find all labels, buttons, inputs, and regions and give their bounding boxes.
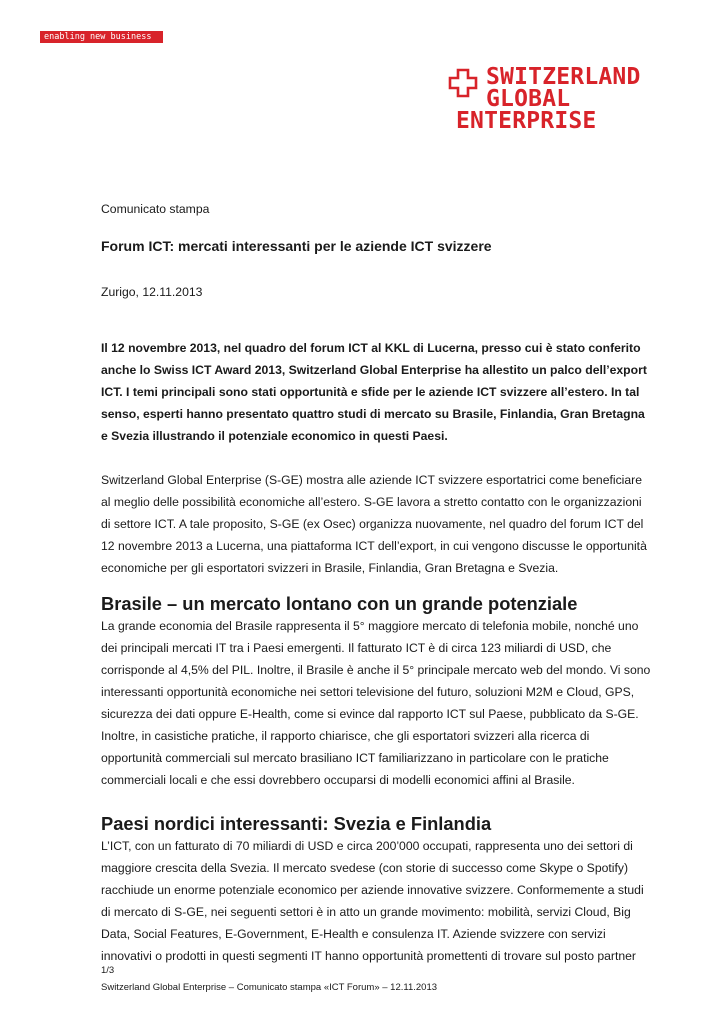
section-heading-brasile: Brasile – un mercato lontano con un grande potenziale — [101, 593, 578, 614]
tagline-banner — [40, 31, 163, 43]
page-number: 1/3 — [101, 965, 115, 976]
intro-paragraph: Switzerland Global Enterprise (S-GE) mostra alle aziende ICT svizzere esportatrici come beneficiare al meglio delle possibilità economiche all’estero. S-GE lavora a stretto contatto con le organizzazioni di settore ICT. A tale proposito, S-GE (ex Osec) organizza nuovamente, nel quadro del forum ICT del 12 novembre 2013 a Lucerna, una piattaforma ICT dell’export, in cui vengono discusse le opportunità economiche per gli esportatori svizzeri in Brasile, Finlandia, Gran Bretagna e Svezia. — [101, 473, 647, 575]
logo-line-2: GLOBAL — [486, 86, 571, 112]
tagline-text: enabling new business — [44, 32, 152, 42]
page-title: Forum ICT: mercati interessanti per le aziende ICT svizzere — [101, 238, 492, 254]
document-body — [101, 198, 661, 967]
section-heading-nordici: Paesi nordici interessanti: Svezia e Finlandia — [101, 813, 492, 834]
logo-wordmark — [456, 66, 641, 132]
page-footer — [101, 962, 437, 996]
company-logo — [448, 66, 668, 132]
document-type: Comunicato stampa — [101, 202, 210, 216]
lead-paragraph: Il 12 novembre 2013, nel quadro del forum ICT al KKL di Lucerna, presso cui è stato conferito anche lo Swiss ICT Award 2013, Switzerland Global Enterprise ha allestito un palco dell’export ICT. I temi principali sono stati opportunità e sfide per le aziende ICT svizzere all’estero. In tal senso, esperti hanno presentato quattro studi di mercato su Brasile, Finlandia, Gran Bretagna e Svezia illustrando il potenziale economico in questi Paesi. — [101, 341, 647, 443]
footer-text: Switzerland Global Enterprise – Comunicato stampa «ICT Forum» – 12.11.2013 — [101, 982, 438, 993]
section-body-brasile: La grande economia del Brasile rappresenta il 5° maggiore mercato di telefonia mobile, nonché uno dei principali mercati IT tra i Paesi emergenti. Il fatturato ICT è di circa 123 miliardi di USD, che corrisponde al 4,5% del PIL. Inoltre, il Brasile è anche il 5° principale mercato web del mondo. Vi sono interessanti opportunità economiche nei settori televisione del futuro, soluzioni M2M e Cloud, GPS, sicurezza dei dati oppure E-Health, come si evince dal rapporto ICT sul Paese, pubblicato da S-GE. Inoltre, in casistiche pratiche, il rapporto chiarisce, che gli esportatori svizzeri alla ricerca di opportunità commerciali sul mercato brasiliano ICT familiarizzano in particolare con le pratiche commerciali locali e che essi dovrebbero occuparsi di modelli economici affini al Brasile. — [101, 619, 651, 787]
logo-line-3: ENTERPRISE — [456, 108, 597, 134]
document-date: Zurigo, 12.11.2013 — [101, 285, 203, 299]
logo-line-1: SWITZERLAND — [486, 64, 641, 90]
section-body-nordici: L’ICT, con un fatturato di 70 miliardi di USD e circa 200’000 occupati, rappresenta uno dei settori di maggiore crescita della Svezia. Il mercato svedese (con storie di successo come Skype o Spotify) racchiude un enorme potenziale economico per aziende innovative svizzere. Conformemente a studi di mercato di S-GE, nei seguenti settori è in atto un grande movimento: mobilità, servizi Cloud, Big Data, Social Features, E-Government, E-Health e consulenza IT. Aziende svizzere con servizi innovativi o prodotti in questi segmenti IT hanno opportunità promettenti di trovare sul posto partner — [101, 839, 644, 963]
